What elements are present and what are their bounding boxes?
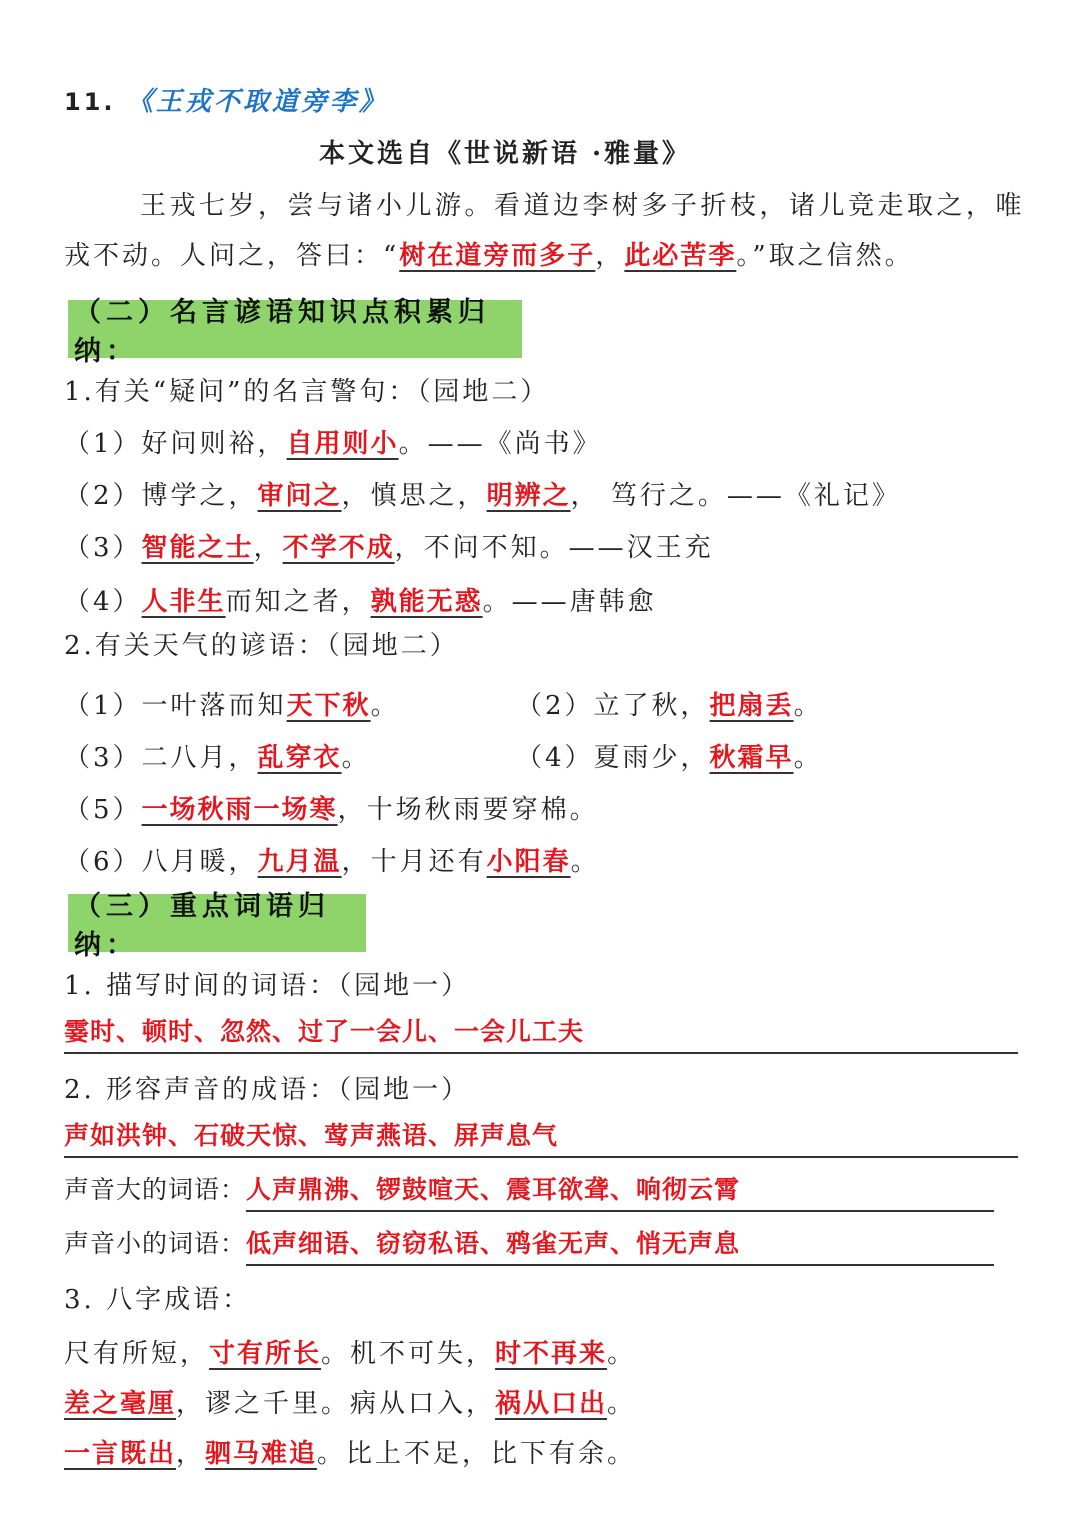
text-title: 《王戎不取道旁李》 [126, 87, 388, 117]
idiom-line [64, 1336, 636, 1372]
quote-text: （1）好问则裕， [64, 429, 287, 459]
quote-line [64, 478, 901, 514]
proverb-text: 。 [570, 847, 600, 877]
answer-blank: 驷马难追 [205, 1439, 318, 1469]
source-line: 本文选自《世说新语 ·雅量》 [318, 139, 692, 169]
quote-text: ， 笃行之。——《礼记》 [570, 481, 901, 511]
answer-blank: 智能之士 [141, 533, 254, 563]
answer-blank: 人非生 [141, 587, 226, 617]
quote-text: （4） [64, 587, 142, 617]
idiom-text: 尺有所短， [64, 1339, 210, 1369]
proverb-line [516, 740, 823, 776]
idiom-text: 。 [607, 1339, 637, 1369]
answer-blank: 人声鼎沸、锣鼓喧天、震耳欲聋、响彻云霄 [246, 1170, 994, 1212]
proverb-text: （1）一叶落而知 [64, 691, 287, 721]
answer-blank: 乱穿衣 [257, 743, 342, 773]
quote-text: （3） [64, 533, 142, 563]
proverb-line [64, 792, 599, 828]
proverb-text: 。 [341, 743, 371, 773]
proverb-line [64, 844, 600, 880]
answer-blank: 不学不成 [282, 533, 395, 563]
proverb-text: （2）立了秋， [516, 691, 710, 721]
passage-text: ， [595, 241, 625, 271]
group-heading: 1. 描写时间的词语：（园地一） [64, 971, 471, 1001]
idiom-line [64, 1436, 636, 1472]
answer-blank: 树在道旁而多子 [399, 241, 596, 271]
proverb-text: 。 [370, 691, 400, 721]
quote-text: 。——《尚书》 [398, 429, 602, 459]
quote-line [64, 426, 602, 462]
group-heading: 2.有关天气的谚语：（园地二） [64, 631, 459, 661]
soft-words-line [64, 1224, 994, 1266]
passage-text: 。”取之信然。 [736, 241, 914, 271]
section-11-heading [64, 84, 388, 120]
passage-line-2 [64, 238, 914, 274]
proverb-text: （6）八月暖， [64, 847, 258, 877]
answer-blank: 天下秋 [286, 691, 371, 721]
idiom-text: 。机不可失， [321, 1339, 496, 1369]
idiom-text: 。 [607, 1389, 637, 1419]
answer-blank: 祸从口出 [495, 1389, 608, 1419]
idiom-text: ， [176, 1439, 206, 1469]
quote-text: ，慎思之， [341, 481, 487, 511]
section-heading-3: （三）重点词语归纳： [68, 894, 366, 952]
answer-blank: 小阳春 [486, 847, 571, 877]
answer-blank: 秋霜早 [709, 743, 794, 773]
quote-line [64, 530, 714, 566]
line-label: 声音小的词语： [64, 1229, 247, 1258]
passage-line-1: 王戎七岁，尝与诸小儿游。看道边李树多子折枝，诸儿竞走取之，唯 [140, 191, 1026, 221]
quote-text: （2）博学之， [64, 481, 258, 511]
answer-blank: 自用则小 [286, 429, 399, 459]
proverb-text: 。 [793, 743, 823, 773]
answer-blank: 把扇丢 [709, 691, 794, 721]
answer-blank: 九月温 [257, 847, 342, 877]
idiom-line [64, 1386, 636, 1422]
quote-text: 而知之者， [225, 587, 371, 617]
answer-blank: 孰能无惑 [370, 587, 483, 617]
answer-blank: 霎时、顿时、忽然、过了一会儿、一会儿工夫 [64, 1017, 585, 1046]
proverb-text: （5） [64, 795, 142, 825]
answer-line [64, 1116, 1018, 1158]
line-label: 声音大的词语： [64, 1175, 247, 1204]
proverb-text: （4）夏雨少， [516, 743, 710, 773]
group-heading: 3. 八字成语： [64, 1285, 252, 1315]
proverb-line [64, 688, 400, 724]
quote-text: ，不问不知。——汉王充 [394, 533, 714, 563]
answer-blank: 一场秋雨一场寒 [141, 795, 338, 825]
idiom-text: 。比上不足，比下有余。 [317, 1439, 637, 1469]
passage-text: 戎不动。人问之，答曰：“ [64, 241, 400, 271]
answer-blank: 寸有所长 [209, 1339, 322, 1369]
proverb-text: 。 [793, 691, 823, 721]
quote-text: ， [253, 533, 283, 563]
loud-words-line [64, 1170, 994, 1212]
proverb-text: ，十场秋雨要穿棉。 [337, 795, 599, 825]
quote-text: 。——唐韩愈 [482, 587, 657, 617]
answer-blank: 审问之 [257, 481, 342, 511]
section-heading-2: （二）名言谚语知识点积累归纳： [68, 300, 522, 358]
answer-line [64, 1012, 1018, 1054]
proverb-line [516, 688, 823, 724]
group-heading: 2. 形容声音的成语：（园地一） [64, 1075, 471, 1105]
answer-blank: 低声细语、窃窃私语、鸦雀无声、悄无声息 [246, 1224, 994, 1266]
answer-blank: 差之毫厘 [64, 1389, 177, 1419]
proverb-text: ，十月还有 [341, 847, 487, 877]
answer-blank: 一言既出 [64, 1439, 177, 1469]
answer-blank: 明辨之 [486, 481, 571, 511]
quote-line [64, 584, 657, 620]
proverb-text: （3）二八月， [64, 743, 258, 773]
answer-blank: 此必苦李 [624, 241, 737, 271]
proverb-line [64, 740, 371, 776]
group-heading: 1.有关“疑问”的名言警句：（园地二） [64, 377, 550, 407]
idiom-text: ，谬之千里。病从口入， [176, 1389, 496, 1419]
section-number: 11. [64, 88, 116, 116]
answer-blank: 声如洪钟、石破天惊、莺声燕语、屏声息气 [64, 1121, 559, 1150]
answer-blank: 时不再来 [495, 1339, 608, 1369]
